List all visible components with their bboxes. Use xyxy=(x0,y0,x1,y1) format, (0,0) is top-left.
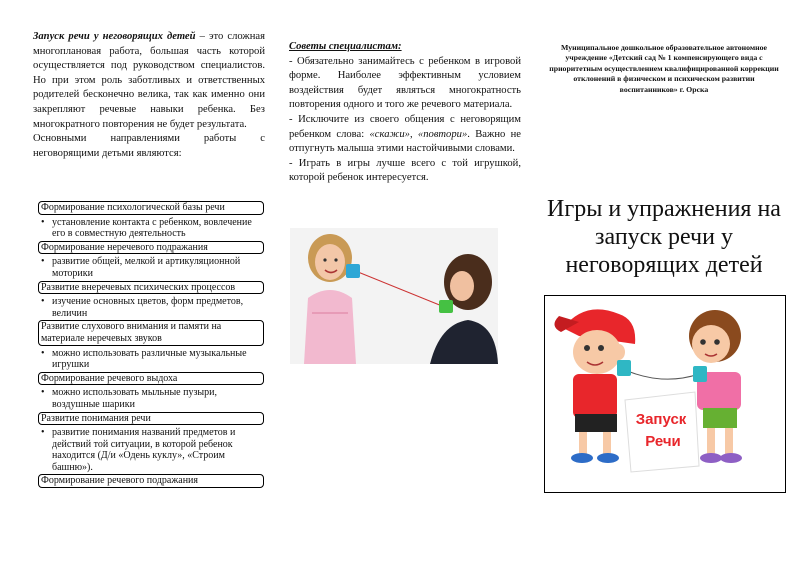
direction-bullet: • можно использовать различные музыкальные игрушки xyxy=(38,348,264,371)
direction-bullet: • изучение основных цветов, форм предметов, величин xyxy=(38,296,264,319)
direction-item xyxy=(38,320,264,370)
direction-item xyxy=(38,372,264,411)
tip-2-word-1: «скажи» xyxy=(369,128,410,140)
tip-3: - Играть в игры лучше всего с той игрушкой, которой ребенок интересуется. xyxy=(289,157,521,184)
direction-heading: Формирование речевого подражания xyxy=(38,474,264,488)
intro-rest: – это сложная многоплановая работа, большая часть которой осуществляется под руководством специалистов. Но при этом роль заботливых и ответственных родителей бесконечно велика, так как именно они закрепляют речевые навыки ребенка. Без многократного повторения не будет результата. xyxy=(33,31,265,130)
tip-2 xyxy=(289,113,521,157)
tip-2-word-2: «повтори» xyxy=(417,128,468,140)
tip-2-start: - Исключите из своего общения с неговорящим ребенком слова: xyxy=(289,113,521,140)
tip-1: - Обязательно занимайтесь с ребенком в игровой форме. Наиболее эффективным условием воздействия будет являться многократность повторения одного и того же речевого материала. xyxy=(289,55,521,111)
cartoon-illustration xyxy=(544,295,786,493)
brochure-title: Игры и упражнения на запуск речи у неговорящих детей xyxy=(547,196,781,278)
direction-heading: Развитие понимания речи xyxy=(38,412,264,426)
cartoon-label-2: Речи xyxy=(645,433,681,450)
direction-heading: Формирование психологической базы речи xyxy=(38,201,264,215)
directions-list xyxy=(38,201,264,488)
advice-block xyxy=(289,40,521,186)
direction-item xyxy=(38,281,264,320)
direction-item xyxy=(38,474,264,488)
direction-heading: Развитие внеречевых психических процессов xyxy=(38,281,264,295)
intro-text xyxy=(33,30,265,161)
direction-heading: Формирование речевого выдоха xyxy=(38,372,264,386)
tip-2-sep: , xyxy=(409,128,418,140)
direction-heading: Формирование неречевого подражания xyxy=(38,241,264,255)
intro-bold: Запуск речи у неговорящих детей xyxy=(33,31,196,42)
direction-bullet: • развитие понимания названий предметов и действий той ситуации, в которой ребенок находится (Д/и «Одень куклу», «Строим башню»). xyxy=(38,427,264,473)
direction-item xyxy=(38,412,264,474)
direction-bullet: • развитие общей, мелкой и артикуляционной моторики xyxy=(38,256,264,279)
intro-second: Основными направлениями работы с неговорящими детьми являются: xyxy=(33,133,265,159)
organization-name: Муниципальное дошкольное образовательное автономное учреждение «Детский сад № 1 компенсирующего вида с приоритетным осуществлением квалифицированной коррекции отклонений в физическом и психическом развитии воспитанников» г. Орска xyxy=(549,43,779,94)
advice-title: Советы специалистам: xyxy=(289,41,402,52)
cartoon-label-1: Запуск xyxy=(635,411,687,428)
tip-2-end: . Важно не отпугнуть малыша этими настойчивыми словами. xyxy=(289,128,521,155)
direction-heading: Развитие слухового внимания и памяти на материале неречевых звуков xyxy=(38,320,264,345)
children-photo xyxy=(290,228,498,364)
cartoon-kids-tin-phone xyxy=(545,296,785,492)
direction-item xyxy=(38,201,264,240)
direction-bullet: • можно использовать мыльные пузыри, воздушные шарики xyxy=(38,387,264,410)
direction-item xyxy=(38,241,264,280)
tin-can-phone-photo-illustration xyxy=(290,228,498,364)
direction-bullet: • установление контакта с ребенком, вовлечение его в совместную деятельность xyxy=(38,217,264,240)
